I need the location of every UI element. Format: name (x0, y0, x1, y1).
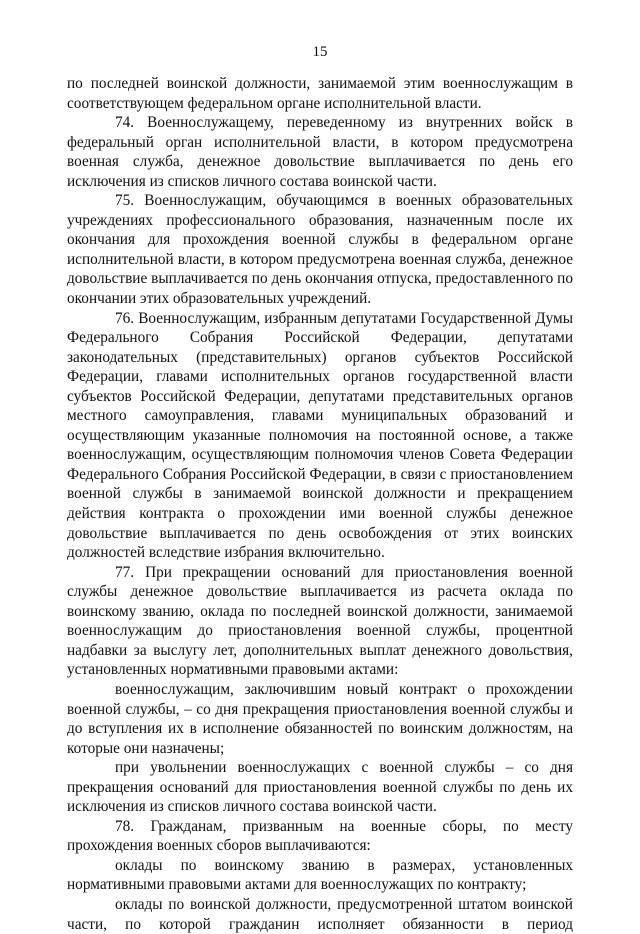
paragraph-74: 74. Военнослужащему, переведенному из внутренних войск в федеральный орган исполнительной власти, в котором предусмотрена военная служба, денежное довольствие выплачивается по день его исключения из списков личного состава воинской части. (67, 114, 573, 190)
paragraph-78-item-2: оклады по воинской должности, предусмотренной штатом воинской части, по которой гражданин исполняет обязанности в период (67, 895, 573, 933)
paragraph-continuation: по последней воинской должности, занимаемой этим военнослужащим в соответствующем федеральном органе исполнительной власти. (67, 75, 573, 112)
paragraph-78-item-1: оклады по воинскому званию в размерах, установленных нормативными правовыми актами для военнослужащих по контракту; (67, 856, 573, 894)
paragraph-78: 78. Гражданам, призванным на военные сборы, по месту прохождения военных сборов выплачиваются: (67, 817, 573, 855)
document-body (67, 74, 573, 934)
paragraph-77-item-1: военнослужащим, заключившим новый контракт о прохождении военной службы, – со дня прекращения приостановления военной службы и до вступления их в исполнение обязанностей по воинским должностям, на которые они назначены; (67, 680, 573, 757)
page-number: 15 (312, 44, 328, 60)
paragraph-76: 76. Военнослужащим, избранным депутатами Государственной Думы Федерального Собрания Российской Федерации, депутатами законодательных (представительных) органов субъектов Российской Федерации, главами исполнительных органов государственной власти субъектов Российской Федерации, депутатами представительных органов местного самоуправления, главами муниципальных образований и осуществляющим указанные полномочия на постоянной основе, а также военнослужащим, осуществляющим полномочия членов Совета Федерации Федерального Собрания Российской Федерации, в связи с приостановлением военной службы в занимаемой воинской должности и прекращением действия контракта о прохождении ими военной службы денежное довольствие выплачивается по день освобождения от этих воинских должностей вследствие избрания включительно. (67, 309, 573, 562)
paragraph-77: 77. При прекращении оснований для приостановления военной службы денежное довольствие выплачивается из расчета оклада по воинскому званию, оклада по последней воинской должности, занимаемой военнослужащим до приостановления военной службы, процентной надбавки за выслугу лет, дополнительных выплат денежного довольствия, установленных нормативными правовыми актами: (67, 563, 573, 679)
paragraph-77-item-2: при увольнении военнослужащих с военной службы – со дня прекращения оснований для приостановления военной службы по день их исключения из списков личного состава воинской части. (67, 759, 573, 816)
paragraph-75: 75. Военнослужащим, обучающимся в военных образовательных учреждениях профессионального образования, назначенным после их окончания для прохождения военной службы в федеральном органе исполнительной власти, в котором предусмотрена военная служба, денежное довольствие выплачивается по день окончания отпуска, предоставленного по окончании этих образовательных учреждений. (67, 192, 573, 308)
